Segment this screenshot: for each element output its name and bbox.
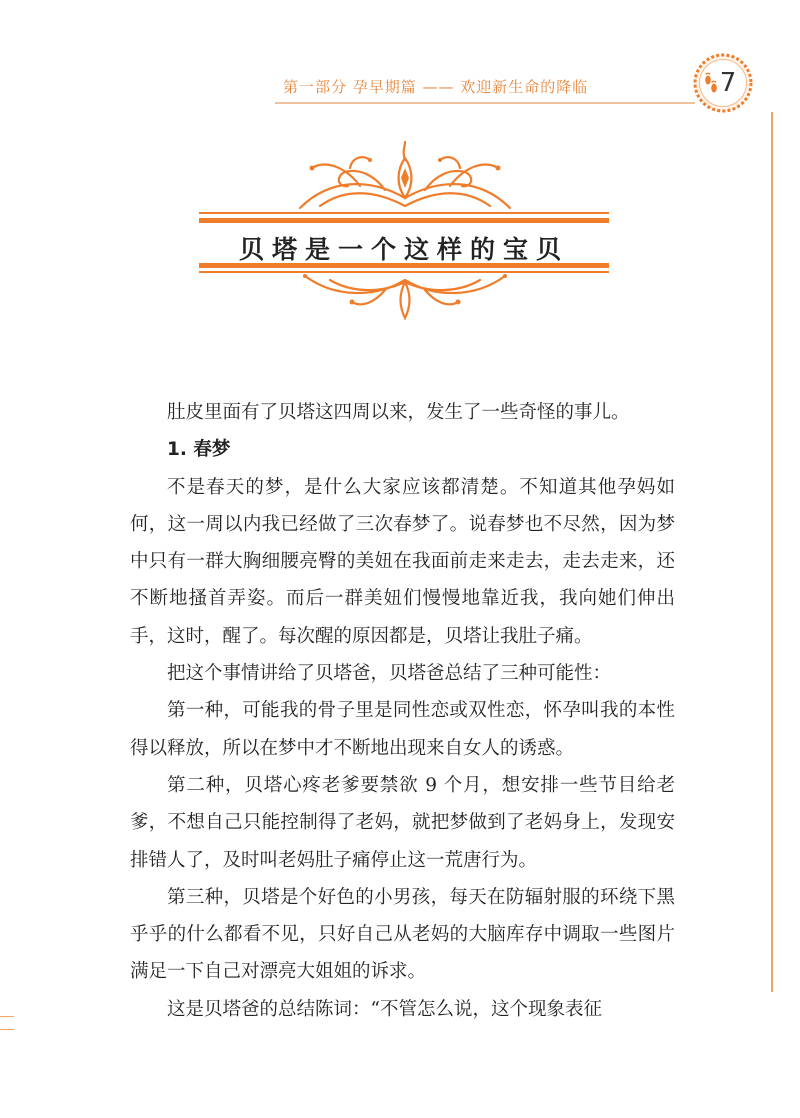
paragraph: 不是春天的梦，是什么大家应该都清楚。不知道其他孕妈如何，这一周以内我已经做了三次春梦了。说春梦也不尽然，因为梦中只有一群大胸细腰亮臀的美妞在我面前走来走去，走去走来，还不断地搔首弄姿。而后一群美妞们慢慢地靠近我，我向她们伸出手，这时，醒了。每次醒的原因都是，贝塔让我肚子痛。 (130, 476, 675, 647)
page-number: 7 (719, 68, 737, 98)
side-margin-rule (771, 112, 773, 992)
paragraph: 第一种，可能我的骨子里是同性恋或双性恋，怀孕叫我的本性得以释放，所以在梦中才不断地出现来自女人的诱惑。 (130, 700, 675, 759)
flourish-top-ornament (290, 138, 520, 218)
chapter-title: 贝塔是一个这样的宝贝 (238, 235, 569, 264)
paragraph: 第二种，贝塔心疼老爹要禁欲 9 个月，想安排一些节目给老爹，不想自己只能控制得了老妈，就把梦做到了老妈身上，发现安排错人了，及时叫老妈肚子痛停止这一荒唐行为。 (130, 774, 675, 871)
section-heading: 1. 春梦 (167, 439, 231, 461)
paragraph: 肚皮里面有了贝塔这四周以来，发生了一些奇怪的事儿。 (167, 402, 630, 423)
paragraph: 这是贝塔爸的总结陈词：“不管怎么说，这个现象表征 (167, 998, 602, 1020)
body-text (130, 394, 675, 1028)
paragraph: 把这个事情讲给了贝塔爸，贝塔爸总结了三种可能性： (167, 663, 612, 685)
paragraph: 第三种，贝塔是个好色的小男孩，每天在防辐射服的环绕下黑乎乎的什么都看不见，只好自己从老妈的大脑库存中调取一些图片满足一下自己对漂亮大姐姐的诉求。 (130, 886, 675, 983)
header-divider (275, 102, 695, 104)
flourish-bottom-ornament (290, 268, 520, 326)
corner-margin-mark (0, 1016, 14, 1030)
running-header-title: 第一部分 孕早期篇 —— 欢迎新生命的降临 (283, 78, 589, 96)
